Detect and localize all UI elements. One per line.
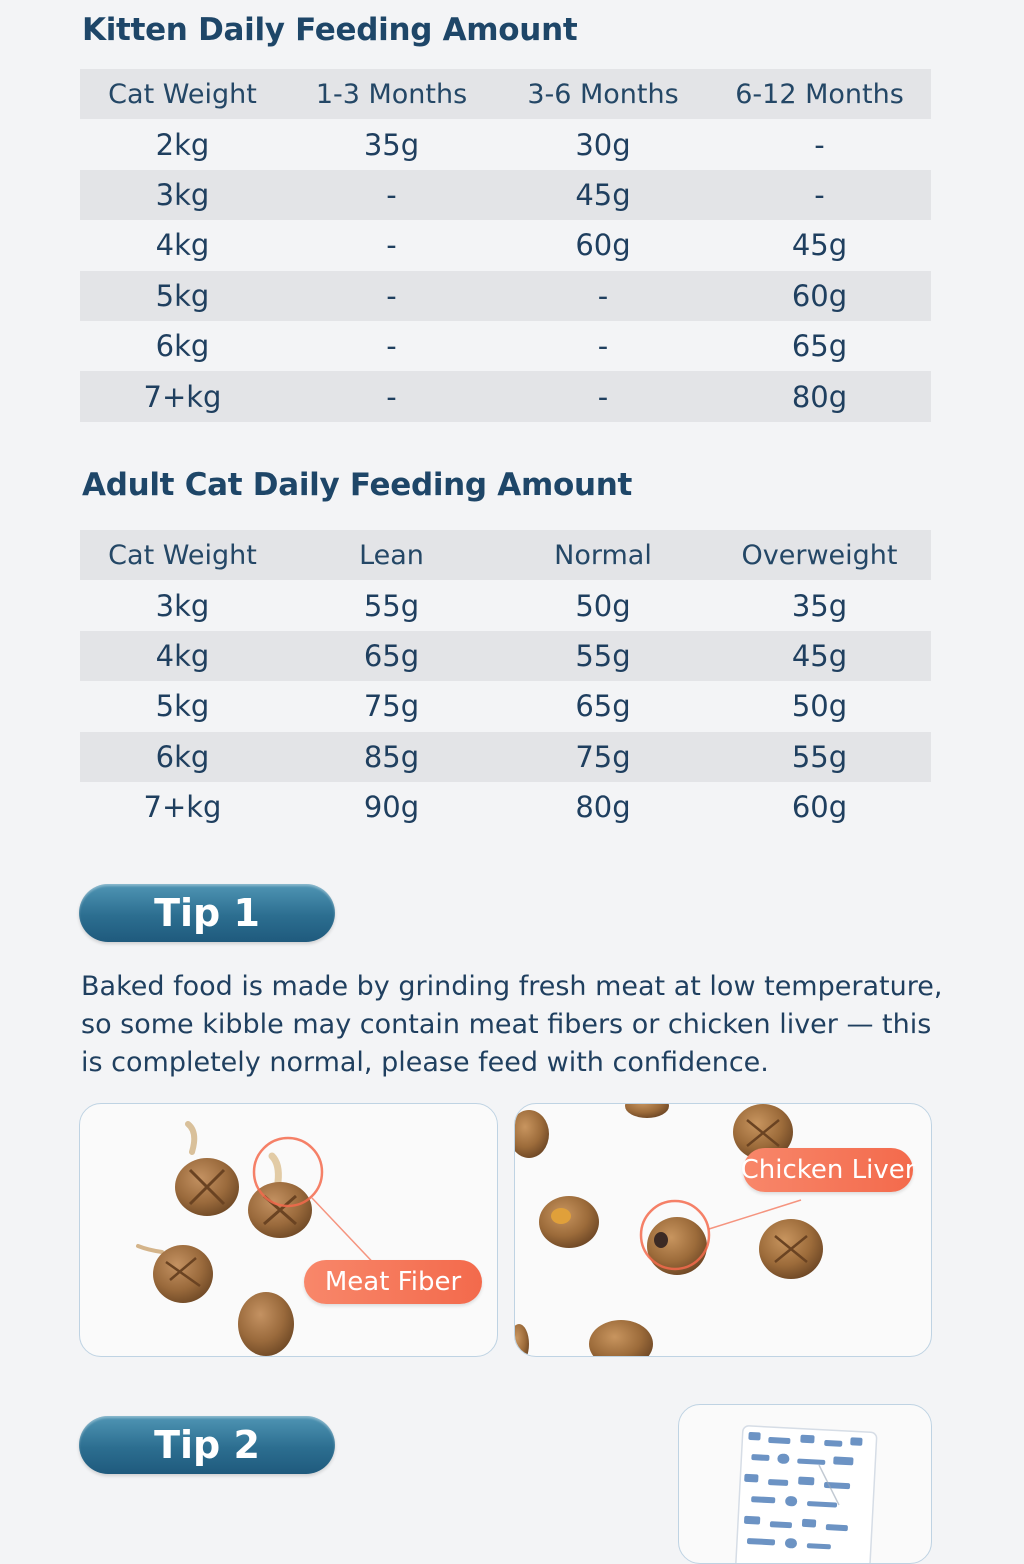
cell-amount: 80g [575,790,631,825]
cell-amount: 45g [791,638,848,673]
cell-weight: 7+kg [143,379,222,414]
cell-amount: 65g [575,689,631,724]
cell-weight: 4kg [155,638,210,673]
cell-amount: 80g [791,379,848,414]
column-header-6-12-months: 6-12 Months [735,78,904,110]
cell-amount: 35g [363,127,420,162]
table-row [80,170,931,220]
meat-fiber-photo [79,1103,498,1357]
kibble-image [515,1104,932,1357]
cell-amount: - [814,177,825,212]
cell-amount: 65g [363,638,420,673]
cell-amount: 35g [791,588,848,623]
table-row [80,580,931,630]
cell-weight: 5kg [155,278,210,313]
adult-feeding-table [80,530,931,832]
cell-amount: 60g [575,228,631,263]
cell-amount: - [386,278,397,313]
tip-2-badge: Tip 2 [79,1416,335,1474]
cell-amount: - [386,329,397,364]
column-header-weight: Cat Weight [108,78,257,110]
table-row [80,681,931,731]
cell-amount: 50g [791,689,848,724]
cell-amount: 45g [791,228,848,263]
adult-section-title: Adult Cat Daily Feeding Amount [82,467,633,503]
cell-weight: 3kg [155,177,210,212]
cell-weight: 7+kg [143,790,222,825]
cell-weight: 2kg [155,127,210,162]
cell-amount: - [814,127,825,162]
cell-weight: 4kg [155,228,210,263]
column-header-normal: Normal [554,539,652,571]
cell-amount: 55g [575,638,631,673]
cell-amount: - [386,228,397,263]
column-header-1-3-months: 1-3 Months [315,78,468,110]
cell-amount: 85g [363,739,420,774]
desiccant-packet-image [679,1405,932,1564]
cell-weight: 6kg [155,739,210,774]
chicken-liver-photo [514,1103,932,1357]
cell-amount: 75g [575,739,631,774]
cell-amount: - [597,379,609,414]
table-row [80,631,931,681]
cell-amount: 65g [791,329,848,364]
cell-weight: 3kg [155,588,210,623]
column-header-lean: Lean [359,539,424,571]
cell-amount: 55g [791,739,848,774]
table-header-row [80,530,931,580]
kibble-image [80,1104,498,1357]
table-header-row [80,69,931,119]
cell-amount: 90g [363,790,420,825]
cell-weight: 5kg [155,689,210,724]
meat-fiber-callout: Meat Fiber [304,1260,482,1304]
cell-amount: 50g [575,588,631,623]
desiccant-packet-photo [678,1404,932,1564]
chicken-liver-callout: Chicken Liver [743,1148,913,1192]
table-row [80,271,931,321]
cell-amount: 75g [363,689,420,724]
column-header-3-6-months: 3-6 Months [527,78,679,110]
cell-amount: - [597,329,609,364]
cell-amount: - [597,278,609,313]
table-row [80,321,931,371]
kitten-feeding-table [80,69,931,422]
cell-amount: 60g [791,278,848,313]
tip-1-badge: Tip 1 [79,884,335,942]
cell-amount: 55g [363,588,420,623]
kitten-section-title: Kitten Daily Feeding Amount [82,12,578,48]
table-row [80,371,931,421]
cell-amount: - [386,177,397,212]
column-header-weight: Cat Weight [108,539,257,571]
table-row [80,119,931,169]
column-header-overweight: Overweight [741,539,898,571]
tip-1-text: Baked food is made by grinding fresh meat at low temperature, so some kibble may contain meat fibers or chicken liver — this is completely normal, please feed with confidence. [81,971,943,1078]
table-row [80,220,931,270]
cell-amount: 45g [575,177,631,212]
cell-amount: - [386,379,397,414]
cell-amount: 30g [575,127,631,162]
table-row [80,732,931,782]
cell-amount: 60g [791,790,848,825]
cell-weight: 6kg [155,329,210,364]
table-row [80,782,931,832]
